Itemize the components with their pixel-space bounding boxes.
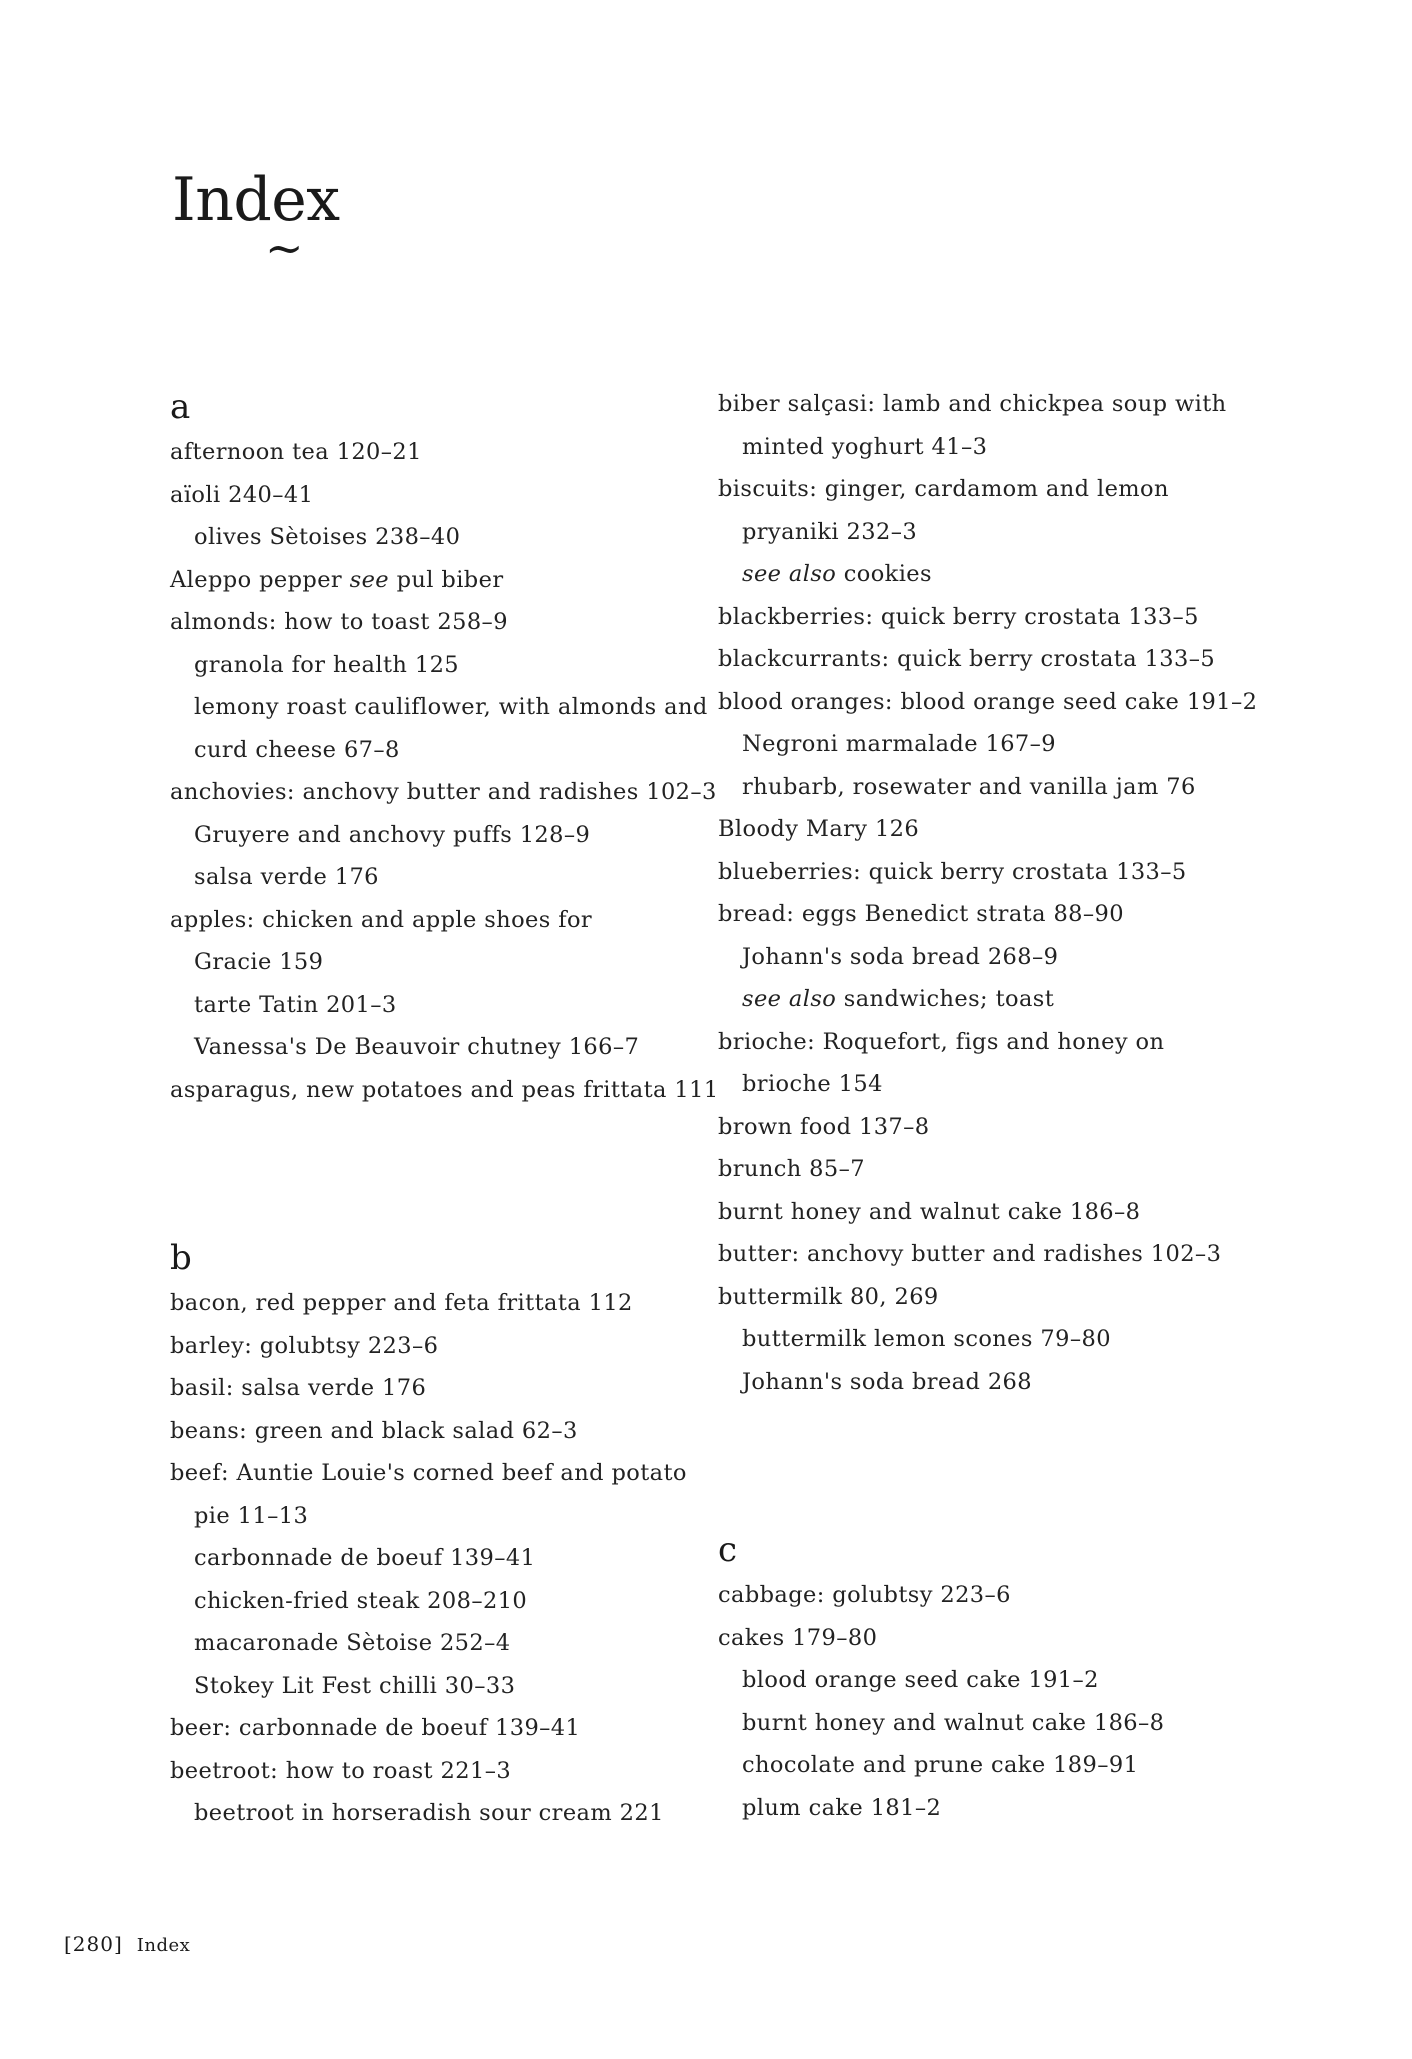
cross-reference-marker: see also	[742, 561, 837, 587]
index-subentry: granola for health 125	[194, 651, 460, 678]
index-entry: anchovies: anchovy butter and radishes 102–3	[170, 779, 717, 805]
index-entry: aïoli 240–41	[170, 481, 314, 508]
index-entry: beef: Auntie Louie's corned beef and potato	[170, 1460, 687, 1486]
index-entry: brown food 137–8	[718, 1113, 930, 1140]
index-subentry: see also cookies	[742, 561, 932, 587]
index-subentry: lemony roast cauliflower, with almonds and	[194, 694, 708, 720]
index-subentry: olives Sètoises 238–40	[194, 524, 461, 550]
page-title: Index	[172, 165, 340, 235]
index-entry: cabbage: golubtsy 223–6	[718, 1582, 1011, 1608]
index-subentry: blood orange seed cake 191–2	[742, 1667, 1099, 1693]
index-subentry: Negroni marmalade 167–9	[742, 731, 1056, 757]
index-entry: bread: eggs Benedict strata 88–90	[718, 901, 1124, 927]
index-entry: butter: anchovy butter and radishes 102–3	[718, 1241, 1222, 1267]
index-subentry: chocolate and prune cake 189–91	[742, 1752, 1139, 1778]
index-entry: blueberries: quick berry crostata 133–5	[718, 858, 1187, 885]
index-subentry: Johann's soda bread 268	[742, 1368, 1032, 1395]
index-entry: biber salçasi: lamb and chickpea soup with	[718, 391, 1227, 417]
index-subentry: chicken-fried steak 208–210	[194, 1587, 528, 1614]
index-entry: brunch 85–7	[718, 1156, 865, 1182]
page-number: [280]	[64, 1932, 123, 1956]
index-subentry: pryaniki 232–3	[742, 518, 918, 545]
index-section-letter: a	[170, 387, 191, 427]
index-entry: barley: golubtsy 223–6	[170, 1332, 439, 1359]
index-subentry: carbonnade de boeuf 139–41	[194, 1545, 536, 1571]
section-spacer	[718, 1403, 1278, 1526]
index-entry: basil: salsa verde 176	[170, 1375, 427, 1401]
index-entry: Aleppo pepper see pul biber	[170, 566, 504, 593]
index-subentry: see also sandwiches; toast	[742, 986, 1055, 1012]
title-ornament: ~	[265, 221, 304, 275]
index-entry: blackcurrants: quick berry crostata 133–5	[718, 646, 1216, 672]
index-subentry: Stokey Lit Fest chilli 30–33	[194, 1672, 516, 1699]
index-column-right	[718, 383, 1278, 1829]
index-subentry: Vanessa's De Beauvoir chutney 166–7	[194, 1034, 640, 1060]
cross-reference-marker: see also	[742, 986, 837, 1012]
index-entry: apples: chicken and apple shoes for	[170, 906, 593, 933]
index-entry: burnt honey and walnut cake 186–8	[718, 1198, 1141, 1225]
index-subentry: pie 11–13	[194, 1502, 309, 1529]
page-footer	[64, 1932, 190, 1956]
index-entry: buttermilk 80, 269	[718, 1283, 939, 1310]
index-entry: beetroot: how to roast 221–3	[170, 1757, 512, 1784]
index-subentry: Gracie 159	[194, 949, 324, 975]
index-subentry: salsa verde 176	[194, 864, 379, 890]
index-entry: bacon, red pepper and feta frittata 112	[170, 1290, 633, 1316]
index-subentry: brioche 154	[742, 1071, 883, 1097]
index-subentry: beetroot in horseradish sour cream 221	[194, 1800, 664, 1826]
index-entry: beer: carbonnade de boeuf 139–41	[170, 1715, 581, 1741]
footer-label: Index	[136, 1935, 191, 1956]
index-subentry: buttermilk lemon scones 79–80	[742, 1326, 1111, 1352]
index-entry: biscuits: ginger, cardamom and lemon	[718, 476, 1169, 502]
index-subentry: Gruyere and anchovy puffs 128–9	[194, 821, 591, 848]
index-subentry: Johann's soda bread 268–9	[742, 943, 1059, 970]
index-section-letter: b	[170, 1238, 192, 1278]
index-subentry: rhubarb, rosewater and vanilla jam 76	[742, 773, 1196, 800]
index-entry: almonds: how to toast 258–9	[170, 609, 508, 635]
index-column-left	[170, 383, 730, 1835]
index-subentry: tarte Tatin 201–3	[194, 991, 397, 1018]
index-entry: brioche: Roquefort, figs and honey on	[718, 1028, 1165, 1055]
index-entry: asparagus, new potatoes and peas frittata 111	[170, 1076, 719, 1103]
index-subentry: plum cake 181–2	[742, 1794, 942, 1821]
index-subentry: curd cheese 67–8	[194, 736, 400, 763]
index-entry: beans: green and black salad 62–3	[170, 1417, 578, 1444]
index-subentry: macaronade Sètoise 252–4	[194, 1630, 511, 1656]
index-section-letter: c	[718, 1530, 738, 1570]
index-entry: afternoon tea 120–21	[170, 439, 422, 465]
index-entry: cakes 179–80	[718, 1624, 878, 1651]
cross-reference-marker: see	[349, 566, 390, 593]
section-spacer	[170, 1111, 730, 1234]
index-entry: blood oranges: blood orange seed cake 191–2	[718, 688, 1258, 715]
index-subentry: burnt honey and walnut cake 186–8	[742, 1709, 1165, 1736]
index-entry: blackberries: quick berry crostata 133–5	[718, 603, 1199, 630]
index-subentry: minted yoghurt 41–3	[742, 433, 988, 460]
index-entry: Bloody Mary 126	[718, 816, 920, 842]
